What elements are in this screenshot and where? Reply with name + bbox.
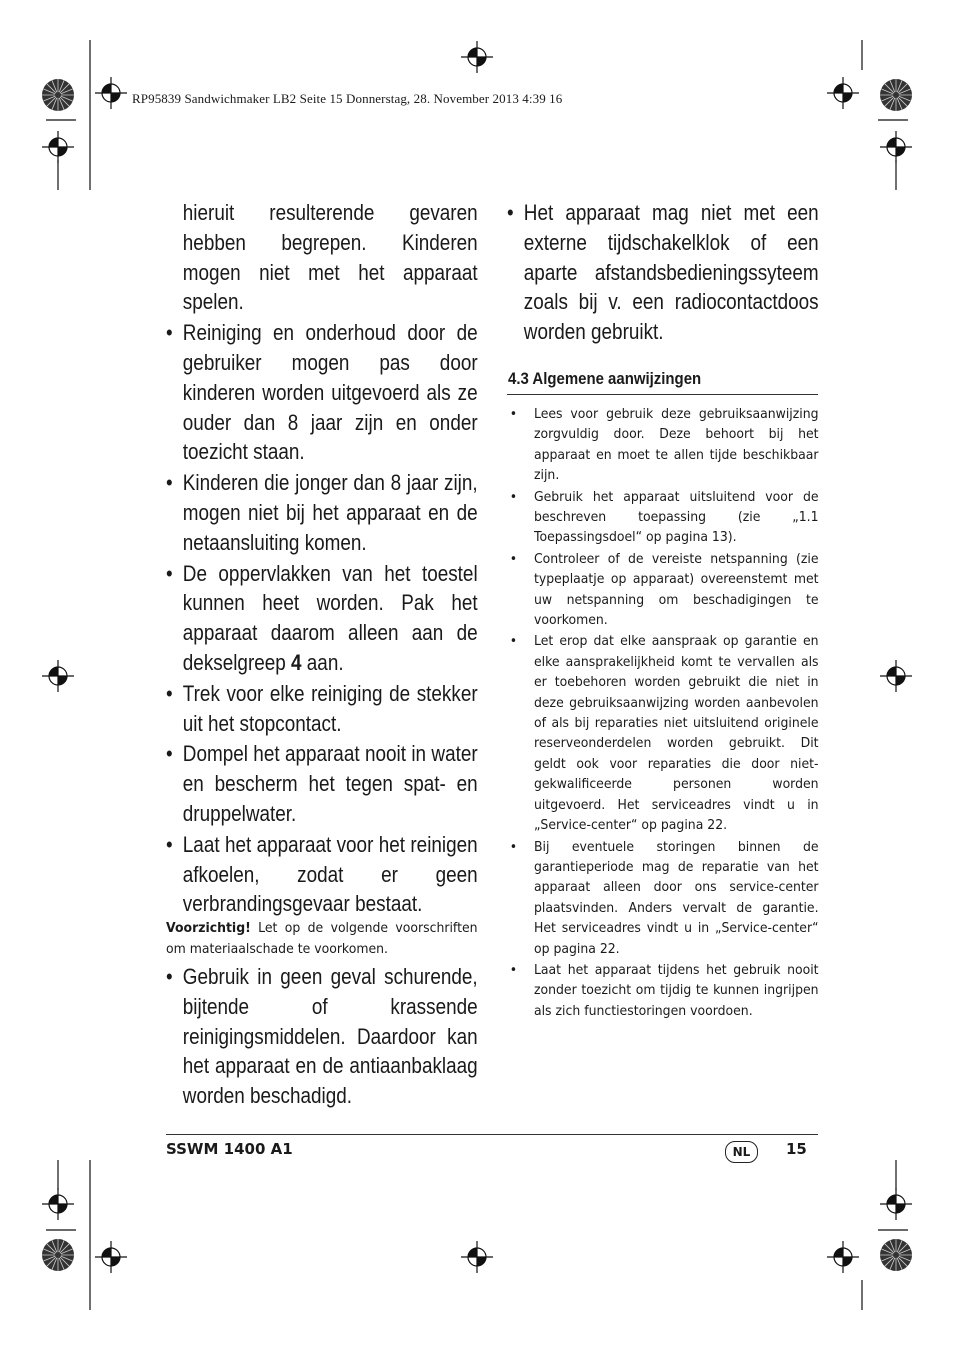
- bullet-item: [166, 830, 478, 919]
- bullet-icon: •: [166, 741, 173, 767]
- bullet-icon: •: [166, 831, 173, 857]
- list-item: [507, 961, 819, 1022]
- right-column: [507, 198, 818, 1023]
- bullet-text: Kinderen die jonger dan 8 jaar zijn, mogen niet bij het apparaat en de netaansluiting komen.: [182, 470, 478, 555]
- bullet-text: Trek voor elke reiniging de stekker uit het stopcontact.: [182, 680, 478, 736]
- bullet-icon: •: [166, 320, 173, 346]
- bullet-icon: •: [166, 560, 173, 586]
- language-badge: NL: [725, 1141, 758, 1163]
- list-item: [507, 488, 819, 549]
- list-item-text: Let erop dat elke aanspraak op garantie en elke aansprakelijkheid komt te vervallen als er toebehoren worden gebruikt die niet in deze gebruiksaanwijzing worden aanbevolen of als bij reparaties niet uitsluitend originele reserveonderdelen worden gebruikt. Dit geldt ook voor reparaties die door niet-gekwalificeerde personen worden uitgevoerd. Het serviceadres vindt u in „Service-center“ op pagina 22.: [533, 634, 819, 834]
- bullet-text: Dompel het apparaat nooit in water en bescherm het tegen spat- en druppelwater.: [182, 741, 478, 826]
- bullet-icon: •: [509, 839, 518, 855]
- list-item-text: Controleer of de vereiste netspanning (zie typeplaatje op apparaat) overeenstemt met uw netspanning om beschadigingen te voorkomen.: [533, 551, 819, 629]
- bullet-item: [166, 318, 478, 467]
- bullet-icon: •: [509, 551, 518, 567]
- footer-divider: [166, 1134, 818, 1135]
- bullet-icon: •: [509, 406, 518, 422]
- bullet-icon: •: [166, 963, 173, 989]
- bullet-item: [166, 962, 478, 1111]
- bullet-icon: •: [509, 634, 518, 650]
- list-item: [507, 405, 819, 487]
- cleaning-instructions: [166, 962, 478, 1111]
- list-item: [507, 632, 819, 836]
- bullet-item: [507, 198, 819, 347]
- bullet-item: [166, 739, 478, 828]
- caution-paragraph: [166, 919, 478, 960]
- bullet-icon: •: [509, 489, 518, 505]
- left-column: [166, 198, 478, 1112]
- footer-model-number: SSWM 1400 A1: [166, 1140, 293, 1158]
- caution-label: Voorzichtig!: [166, 921, 251, 937]
- continuation-paragraph: hieruit resulterende gevaren hebben begrepen. Kinderen mogen niet met het apparaat spelen.: [182, 200, 478, 315]
- bullet-text: aan.: [301, 649, 344, 675]
- list-item-text: Laat het apparaat tijdens het gebruik nooit zonder toezicht om tijdig te kunnen ingrijpen als zich functiestoringen voordoen.: [533, 962, 819, 1019]
- print-header: RP95839 Sandwichmaker LB2 Seite 15 Donnerstag, 28. November 2013 4:39 16: [132, 91, 563, 106]
- bullet-icon: •: [166, 470, 173, 496]
- safety-instructions: [166, 198, 478, 919]
- bullet-icon: •: [509, 962, 518, 978]
- list-item-text: Gebruik het apparaat uitsluitend voor de beschreven toepassing (zie „1.1 Toepassingsdoel“ op pagina 13).: [533, 489, 819, 546]
- caution-text: Let op de volgende voorschriften om materiaalschade te voorkomen.: [166, 921, 478, 957]
- bullet-text: Het apparaat mag niet met een externe tijdschakelklok of een aparte afstandsbedieningssyteem zoals bij v. een radiocontactdoos worden gebruikt.: [523, 200, 819, 345]
- bullet-item: [166, 679, 478, 739]
- list-item-text: Bij eventuele storingen binnen de garantieperiode mag de reparatie van het apparaat alleen door ons service-center plaatsvinden. Anders vervalt de garantie. Het serviceadres vindt u in „Service-center“ op pagina 22.: [533, 839, 819, 957]
- bullet-text: Reiniging en onderhoud door de gebruiker mogen pas door kinderen worden uitgevoerd als ze ouder dan 8 jaar zijn en onder toezicht staan.: [182, 320, 478, 465]
- general-instructions: [507, 405, 819, 1022]
- list-item: [507, 838, 819, 960]
- bullet-icon: •: [507, 200, 514, 225]
- bullet-item: [166, 559, 478, 678]
- bullet-text: Gebruik in geen geval schurende, bijtende of krassende reinigingsmiddelen. Daardoor kan het apparaat en de antiaanbaklaag worden beschadigd.: [182, 963, 478, 1109]
- bullet-text: Laat het apparaat voor het reinigen afkoelen, zodat er geen verbrandingsgevaar bestaat.: [182, 831, 478, 917]
- bullet-icon: •: [166, 680, 173, 706]
- page-number: 15: [786, 1140, 807, 1158]
- general-instructions-list: [507, 405, 819, 1022]
- bullet-item: [166, 468, 478, 557]
- section-heading: 4.3 Algemene aanwijzingen: [508, 368, 702, 388]
- list-item: [507, 550, 819, 632]
- part-reference-number: 4: [291, 649, 302, 675]
- timer-instructions: [507, 198, 819, 347]
- section-divider: [507, 394, 818, 395]
- list-item-text: Lees voor gebruik deze gebruiksaanwijzing zorgvuldig door. Deze behoort bij het apparaat en moet te allen tijde beschikbaar zijn.: [533, 406, 819, 484]
- caution-note: [166, 919, 478, 960]
- bullet-text: De oppervlakken van het toestel kunnen heet worden. Pak het apparaat daarom alleen aan de dekselgreep: [182, 560, 478, 675]
